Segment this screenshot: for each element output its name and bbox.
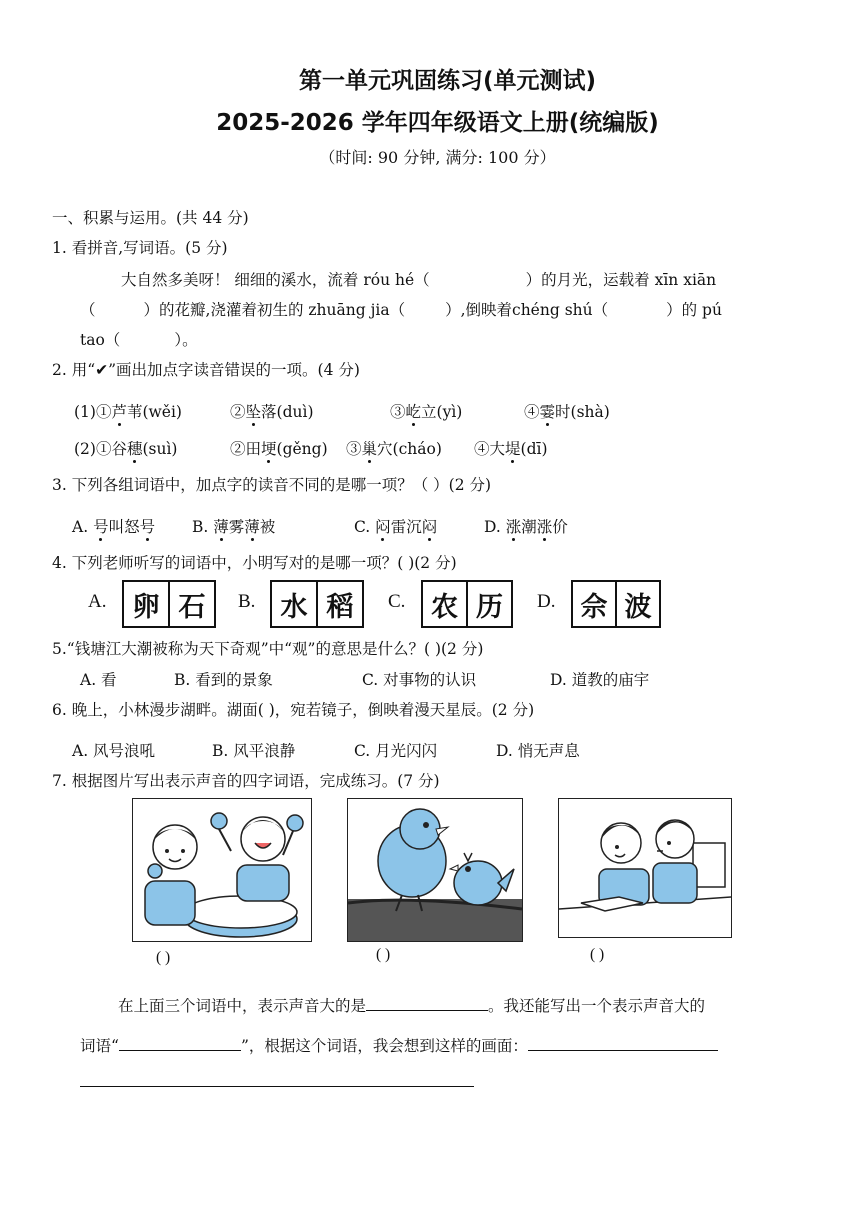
q3-option-a[interactable]: A. 号叫怒号 xyxy=(72,518,156,536)
q4-option-d-box[interactable] xyxy=(571,580,661,628)
answer-blank[interactable] xyxy=(366,1010,488,1011)
q5-option-c[interactable]: C. 对事物的认识 xyxy=(362,671,477,689)
q3-option-d[interactable]: D. 涨潮涨价 xyxy=(484,518,568,536)
q1-line-1 xyxy=(121,268,716,290)
q2-opt-1-3[interactable]: ③屹立(yì) xyxy=(390,403,463,421)
q4-letter-a[interactable]: A. xyxy=(88,591,107,612)
q4-a-char-1: 卵 xyxy=(132,591,160,623)
q4-c-char-1: 农 xyxy=(431,591,458,623)
q4-d-char-1: 佘 xyxy=(580,591,608,623)
q7-text: 在上面三个词语中，表示声音大的是 xyxy=(118,997,367,1015)
picture-boys-whisper xyxy=(558,798,732,938)
q1-stem: 1. 看拼音,写词语。(5 分) xyxy=(52,239,228,257)
q4-letter-b[interactable]: B. xyxy=(238,591,256,612)
q5-stem: 5.“钱塘江大潮被称为天下奇观”中“观”的意思是什么？( )(2 分) xyxy=(52,640,484,658)
q7-text: 。我还能写出一个表示声音大的 xyxy=(488,997,706,1015)
q4-option-a-box[interactable] xyxy=(122,580,216,628)
q7-text: ”，根据这个词语，我会想到这样的画面： xyxy=(240,1037,528,1055)
q3-option-b[interactable]: B. 薄雾薄被 xyxy=(192,518,276,536)
answer-blank[interactable] xyxy=(119,1050,241,1051)
q4-c-char-2: 历 xyxy=(466,582,511,626)
subtitle: （时间: 90 分钟, 满分: 100 分） xyxy=(319,148,556,167)
section-heading: 一、积累与运用。(共 44 分) xyxy=(52,209,249,227)
q2-opt-2-3[interactable]: ③巢穴(cháo) xyxy=(346,440,442,458)
q6-option-d[interactable]: D. 悄无声息 xyxy=(496,742,580,760)
q3-stem: 3. 下列各组词语中，加点字的读音不同的是哪一项？（ ）(2 分) xyxy=(52,476,492,494)
q4-stem: 4. 下列老师听写的词语中，小明写对的是哪一项？( )(2 分) xyxy=(52,554,457,572)
q1-text: tao（ xyxy=(80,331,121,349)
q1-line-2 xyxy=(80,298,722,320)
q7-paragraph-line-1 xyxy=(118,994,705,1016)
q2-opt-1-4[interactable]: ④霎时(shà) xyxy=(524,403,610,421)
q2-opt-2-1[interactable]: (2)①谷穗(suì) xyxy=(74,440,178,458)
q4-option-b-box[interactable] xyxy=(270,580,364,628)
q1-text: ）。 xyxy=(174,331,198,349)
q6-stem: 6. 晚上，小林漫步湖畔。湖面( )，宛若镜子，倒映着漫天星辰。(2 分) xyxy=(52,701,535,719)
answer-line[interactable] xyxy=(80,1086,474,1087)
picture-birds xyxy=(347,798,523,942)
q4-option-c-box[interactable] xyxy=(421,580,513,628)
q4-d-char-2: 波 xyxy=(615,582,659,626)
q2-opt-1-1[interactable]: (1)①芦苇(wěi) xyxy=(74,403,182,421)
q7-answer-bracket-2[interactable]: ( ) xyxy=(376,946,391,963)
title-line-2: 2025-2026 学年四年级语文上册(统编版) xyxy=(216,110,659,136)
q1-text: ）,倒映着chéng shú（ xyxy=(445,301,609,319)
q4-letter-c[interactable]: C. xyxy=(388,591,406,612)
q4-letter-d[interactable]: D. xyxy=(537,591,556,612)
q5-option-b[interactable]: B. 看到的景象 xyxy=(174,671,273,689)
title-line-1: 第一单元巩固练习(单元测试) xyxy=(298,68,597,94)
q7-answer-bracket-1[interactable]: ( ) xyxy=(156,949,171,966)
q2-opt-1-2[interactable]: ②坠落(duì) xyxy=(230,403,314,421)
q7-text: 词语“ xyxy=(80,1037,119,1055)
q7-paragraph-line-2 xyxy=(80,1034,718,1056)
q6-option-c[interactable]: C. 月光闪闪 xyxy=(354,742,438,760)
q1-text: ）的花瓣,浇灌着初生的 zhuāng jia（ xyxy=(143,301,406,319)
q4-a-char-2: 石 xyxy=(168,582,214,626)
q5-option-a[interactable]: A. 看 xyxy=(80,671,117,689)
q6-option-a[interactable]: A. 风号浪吼 xyxy=(72,742,156,760)
q2-opt-2-2[interactable]: ②田埂(gěng) xyxy=(230,440,328,458)
q1-text: 大自然多美呀！ 细细的溪水，流着 róu hé（ xyxy=(121,271,430,289)
q1-text: ）的 pú xyxy=(666,301,722,319)
q3-option-c[interactable]: C. 闷雷沉闷 xyxy=(354,518,438,536)
q4-b-char-1: 水 xyxy=(280,591,308,623)
q5-option-d[interactable]: D. 道教的庙宇 xyxy=(550,671,650,689)
q1-text: （ xyxy=(80,301,96,319)
q2-opt-2-4[interactable]: ④大堤(dī) xyxy=(474,440,548,458)
q7-answer-bracket-3[interactable]: ( ) xyxy=(590,946,605,963)
q4-b-char-2: 稻 xyxy=(316,582,362,626)
picture-children-drum xyxy=(132,798,312,942)
q1-line-3 xyxy=(80,328,198,350)
q1-text: ）的月光，运载着 xīn xiān xyxy=(525,271,717,289)
q6-option-b[interactable]: B. 风平浪静 xyxy=(212,742,296,760)
q7-stem: 7. 根据图片写出表示声音的四字词语，完成练习。(7 分) xyxy=(52,772,440,790)
answer-blank[interactable] xyxy=(528,1050,718,1051)
q2-stem: 2. 用“✔”画出加点字读音错误的一项。(4 分) xyxy=(52,361,360,379)
